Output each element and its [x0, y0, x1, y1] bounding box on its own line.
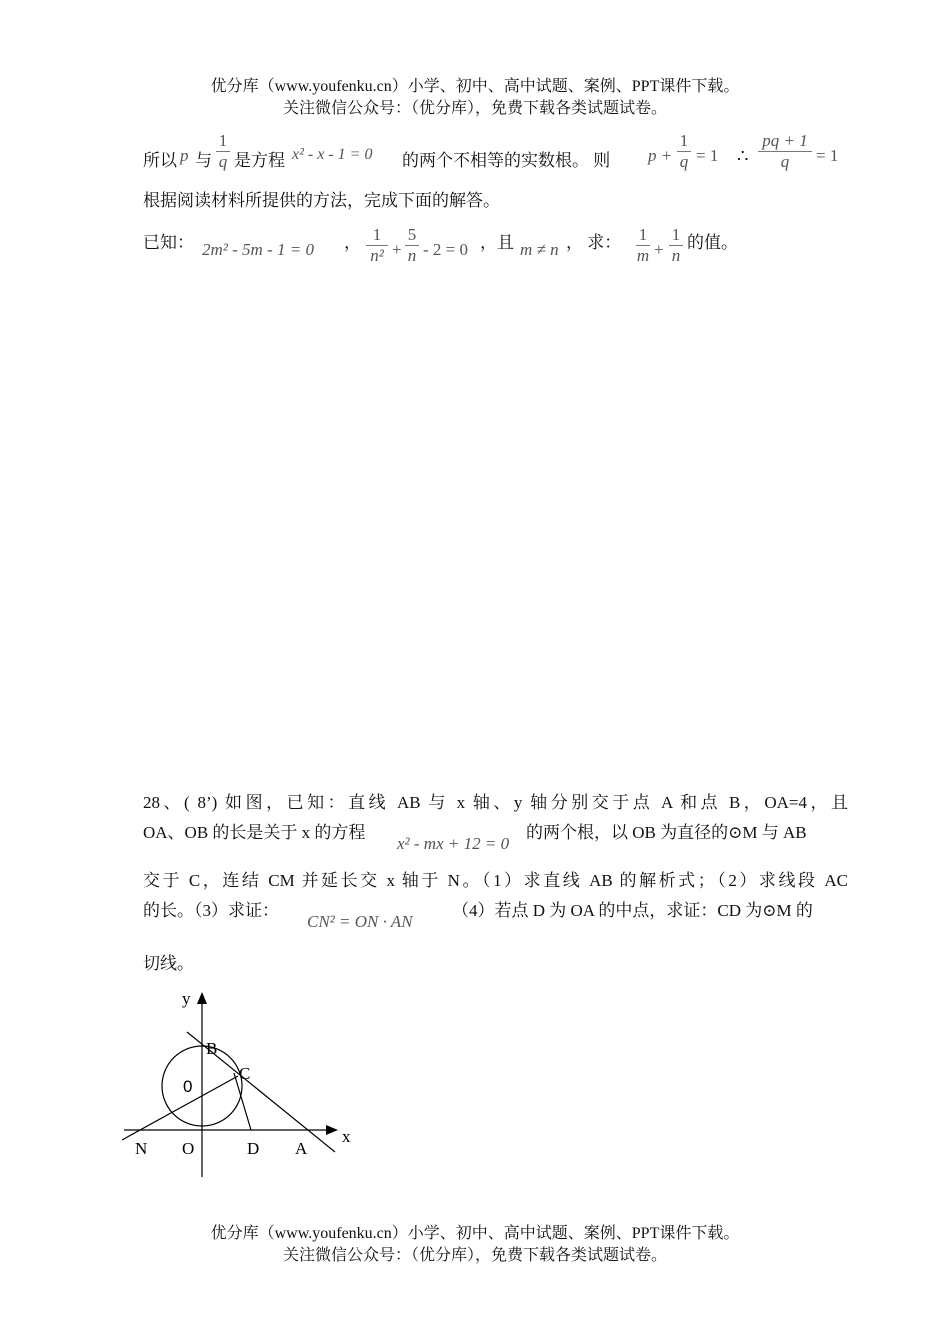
label-x: x	[342, 1127, 351, 1146]
label-d: D	[247, 1139, 260, 1158]
eq3-rhs: = 1	[816, 146, 839, 165]
header-line-1: 优分库（www.youfenku.cn）小学、初中、高中试题、案例、PPT课件下载。	[210, 78, 740, 95]
fraction-1-over-n2: 1 n²	[366, 226, 388, 265]
y-axis-arrow-icon	[197, 992, 207, 1004]
eq2-lhs: p +	[648, 146, 673, 165]
q28-line-5: 切线。	[143, 954, 194, 973]
m-neq-n: m ≠ n	[520, 240, 559, 259]
text-is-equation: 是方程	[234, 151, 285, 170]
comma-1: ，	[344, 233, 361, 252]
text-find: ， 求：	[566, 233, 622, 252]
fraction-1-over-q: 1 q	[216, 132, 230, 171]
equation-m: 2m² - 5m - 1 = 0	[202, 240, 314, 259]
fraction-eq2: 1 q	[677, 132, 691, 171]
label-c: C	[239, 1064, 251, 1083]
label-n: N	[135, 1139, 148, 1158]
equation-n-rest: - 2 = 0	[423, 240, 468, 259]
text-therefore-lead: 所以	[143, 151, 177, 170]
q28-cn-equation: CN² = ON · AN	[307, 912, 413, 931]
q28-equation: x² - mx + 12 = 0	[397, 834, 510, 853]
text-known: 已知：	[143, 233, 194, 252]
text-and-also: ，且	[480, 233, 514, 252]
q28-line-1: 28、( 8’) 如图，已知：直线 AB 与 x 轴、y 轴分别交于点 A 和点 B，OA=4，且	[143, 793, 848, 812]
q28-line-2b: 的两个根，以 OB 为直径的⊙M 与 AB	[526, 823, 807, 842]
label-center: 0	[183, 1077, 193, 1096]
label-o: O	[182, 1139, 195, 1158]
therefore-symbol: ∴	[737, 146, 749, 166]
x-axis-arrow-icon	[326, 1125, 338, 1135]
header-line-2: 关注微信公众号：（优分库），免费下载各类试题试卷。	[282, 100, 667, 117]
footer-line-1: 优分库（www.youfenku.cn）小学、初中、高中试题、案例、PPT课件下载。	[210, 1225, 740, 1242]
fraction-1-over-m: 1 m	[636, 225, 650, 265]
q28-line-3: 交于 C，连结 CM 并延长交 x 轴于 N。（1）求直线 AB 的解析式；（2）求线段 AC	[143, 871, 848, 890]
text-two-roots: 的两个不相等的实数根。 则	[402, 151, 611, 170]
fraction-5-over-n: 5 n	[405, 226, 419, 265]
q28-line-4a: 的长。（3）求证：	[143, 901, 279, 920]
geometry-figure	[110, 982, 370, 1182]
text-value: 的值。	[687, 233, 738, 252]
label-y: y	[182, 989, 191, 1008]
footer-line-2: 关注微信公众号：（优分库），免费下载各类试题试卷。	[282, 1247, 667, 1264]
q28-line-2a: OA、OB 的长是关于 x 的方程	[143, 823, 366, 842]
fraction-1-over-n: 1 n	[669, 226, 683, 265]
text-and: 与	[195, 151, 212, 170]
equation-x2-x-1: x² - x - 1 = 0	[292, 146, 373, 163]
q28-line-4b: （4）若点 D 为 OA 的中点，求证：CD 为⊙M 的	[452, 901, 813, 920]
paragraph-instruction: 根据阅读材料所提供的方法，完成下面的解答。	[143, 191, 500, 210]
label-a: A	[295, 1139, 308, 1158]
plus-sign: +	[392, 240, 402, 259]
var-p: p	[180, 146, 189, 165]
label-b: B	[206, 1039, 218, 1058]
fraction-eq3: pq + 1 q	[758, 132, 812, 171]
plus-sign-2: +	[654, 240, 664, 259]
eq2-rhs: = 1	[696, 146, 719, 165]
